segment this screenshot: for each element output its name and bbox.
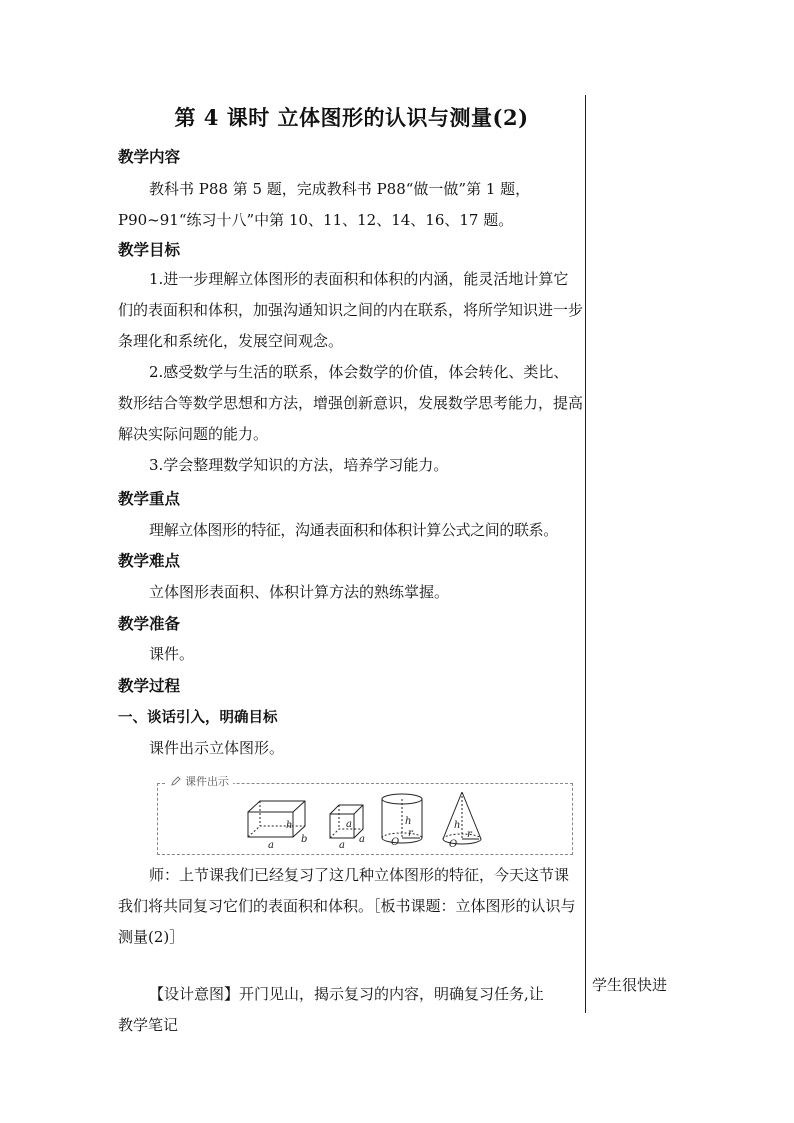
page-title: 第 4 课时 立体图形的认识与测量(2) bbox=[174, 105, 529, 130]
cuboid-label-b: b bbox=[301, 834, 308, 845]
cuboid-label-a: a bbox=[268, 840, 274, 851]
courseware-tag-label: 课件出示 bbox=[185, 775, 229, 788]
cuboid-label-h: h bbox=[286, 820, 293, 831]
step1-heading: 一、谈话引入，明确目标 bbox=[118, 710, 278, 726]
goal-1: 1.进一步理解立体图形的表面积和体积的内涵，能灵活地计算它们的表面积和体积，加强沟通知识之间的内在联系，将所学知识进一步条理化和系统化，发展空间观念。 bbox=[118, 270, 584, 350]
heading-difficulty: 教学难点 bbox=[118, 552, 181, 570]
difficulty-text: 立体图形表面积、体积计算方法的熟练掌握。 bbox=[149, 583, 450, 601]
cylinder-label-h: h bbox=[405, 816, 412, 827]
courseware-tag bbox=[166, 773, 233, 789]
step1-text: 课件出示立体图形。 bbox=[149, 739, 285, 757]
goal-2: 2.感受数学与生活的联系，体会数学的价值，体会转化、类比、数形结合等数学思想和方法，增强创新意识，发展数学思考能力，提高解决实际问题的能力。 bbox=[118, 363, 584, 443]
design-intent-text: 【设计意图】开门见山，揭示复习的内容，明确复习任务,让 bbox=[149, 985, 544, 1003]
notes-label: 教学笔记 bbox=[118, 1016, 179, 1034]
preparation-text: 课件。 bbox=[149, 645, 195, 663]
cylinder-label-o: O bbox=[391, 837, 400, 848]
content-line-1: 教科书 P88 第 5 题，完成教科书 P88“做一做”第 1 题， bbox=[149, 180, 531, 198]
cube-label-2: a bbox=[339, 840, 345, 851]
cone-label-r: r bbox=[467, 829, 472, 840]
pencil-icon bbox=[170, 775, 182, 787]
cube-label-1: a bbox=[346, 819, 352, 830]
column-divider bbox=[585, 95, 586, 1013]
heading-preparation: 教学准备 bbox=[118, 615, 181, 633]
cube-label-3: a bbox=[359, 834, 365, 845]
cone-label-h: h bbox=[454, 820, 461, 831]
courseware-figure bbox=[157, 783, 573, 855]
cone-label-o: O bbox=[449, 839, 458, 850]
goal-3: 3.学会整理数学知识的方法，培养学习能力。 bbox=[149, 456, 449, 474]
cylinder-label-r: r bbox=[408, 828, 413, 839]
content-line-2: P90~91“练习十八”中第 10、11、12、14、16、17 题。 bbox=[118, 211, 514, 229]
heading-process: 教学过程 bbox=[118, 677, 181, 695]
heading-goals: 教学目标 bbox=[118, 241, 181, 259]
solid-figures-illustration bbox=[158, 784, 572, 854]
heading-key-points: 教学重点 bbox=[118, 490, 181, 508]
key-points-text: 理解立体图形的特征，沟通表面积和体积计算公式之间的联系。 bbox=[149, 521, 558, 539]
teacher-paragraph: 师：上节课我们已经复习了这几种立体图形的特征，今天这节课我们将共同复习它们的表面积和体积。［板书课题：立体图形的认识与测量(2)］ bbox=[118, 866, 576, 946]
cuboid-figure bbox=[248, 801, 305, 837]
cylinder-figure bbox=[382, 794, 422, 843]
heading-content: 教学内容 bbox=[118, 148, 181, 166]
cone-figure bbox=[443, 792, 481, 844]
side-note-text: 学生很快进 bbox=[592, 976, 668, 994]
